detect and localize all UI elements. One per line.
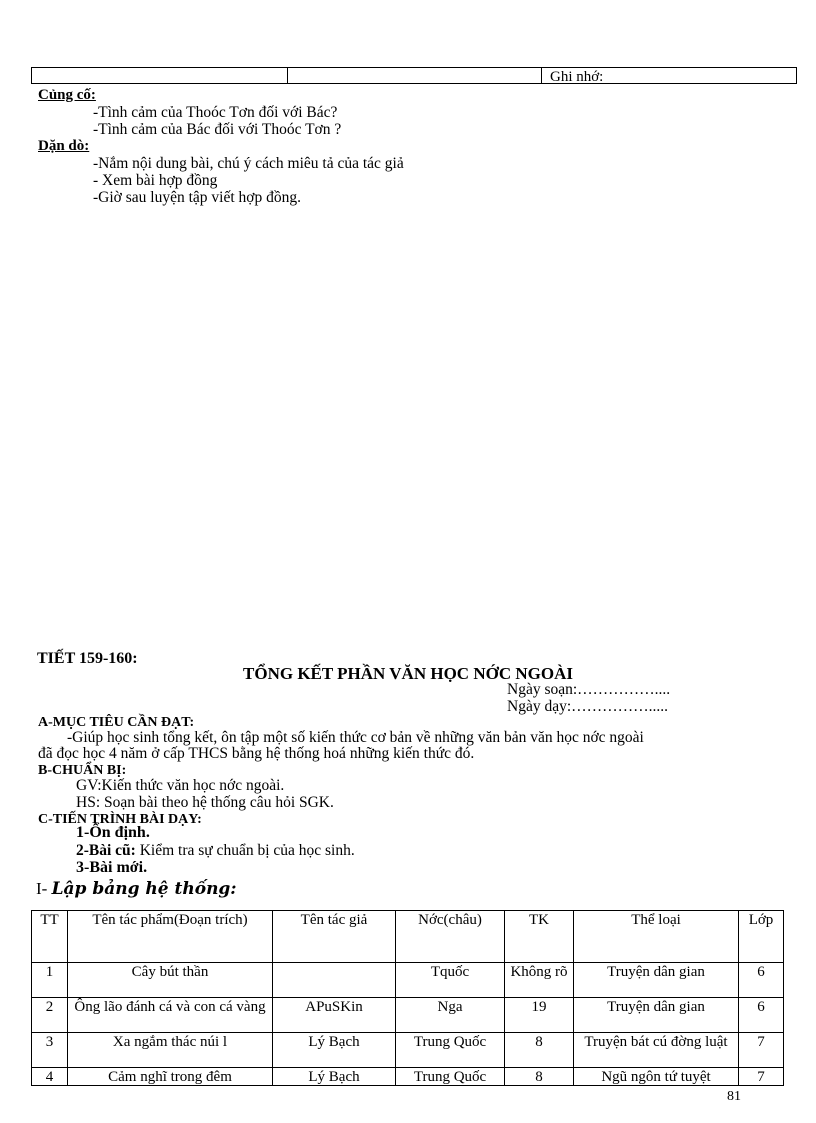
table-cell: Truyện dân gian [574, 998, 739, 1033]
note-label: Ghi nhớ: [550, 69, 604, 85]
date-taught: Ngày dạy:……………..... [507, 698, 669, 715]
lesson-period: TIẾT 159-160: [37, 650, 138, 667]
teacher-prep: GV:Kiến thức văn học nớc ngoài. [76, 777, 285, 794]
header-cell: Lớp [739, 911, 784, 963]
table-cell: 19 [505, 998, 574, 1033]
table-cell: Ngũ ngôn tứ tuyệt [574, 1068, 739, 1086]
top-table-strip [31, 67, 797, 84]
table-cell: 8 [505, 1033, 574, 1068]
part-heading [36, 879, 237, 899]
page-number: 81 [727, 1089, 741, 1104]
top-table-divider [287, 68, 288, 83]
table-cell: 6 [739, 998, 784, 1033]
header-cell: TK [505, 911, 574, 963]
table-cell: APuSKin [273, 998, 396, 1033]
step-stabilize: 1-Ổn định. [76, 824, 150, 841]
header-cell: Tên tác phẩm(Đoạn trích) [68, 911, 273, 963]
step-new-lesson: 3-Bài mới. [76, 859, 148, 876]
homework-heading: Dặn dò: [38, 138, 90, 154]
header-cell: TT [32, 911, 68, 963]
table-cell: Lý Bạch [273, 1068, 396, 1086]
table-cell: 3 [32, 1033, 68, 1068]
table-cell: Lý Bạch [273, 1033, 396, 1068]
table-cell: Trung Quốc [396, 1068, 505, 1086]
homework-line: -Nắm nội dung bài, chú ý cách miêu tả của tác giả [93, 155, 404, 172]
section-a-line: đã đọc học 4 năm ở cấp THCS bằng hệ thống hoá những kiến thức đó. [38, 745, 475, 762]
section-a-line: -Giúp học sinh tổng kết, ôn tập một số kiến thức cơ bản về những văn bản văn học nớc ngoài [67, 729, 644, 746]
table-cell: Truyện bát cú đờng luật [574, 1033, 739, 1068]
table-cell: Cảm nghĩ trong đêm [68, 1068, 273, 1086]
table-row [32, 1033, 784, 1068]
table-row [32, 963, 784, 998]
table-cell: Trung Quốc [396, 1033, 505, 1068]
table-header-row [32, 911, 784, 963]
table-cell [273, 963, 396, 998]
header-cell: Tên tác giả [273, 911, 396, 963]
table-cell: Ông lão đánh cá và con cá vàng [68, 998, 273, 1033]
top-table-divider [541, 68, 542, 83]
table-cell: 4 [32, 1068, 68, 1086]
student-prep: HS: Soạn bài theo hệ thống câu hỏi SGK. [76, 794, 334, 811]
table-cell: 8 [505, 1068, 574, 1086]
homework-line: - Xem bài hợp đồng [93, 172, 218, 189]
consolidation-line: -Tình cảm của Thoóc Tơn đối với Bác? [93, 104, 338, 121]
table-cell: Truyện dân gian [574, 963, 739, 998]
lesson-title: TỔNG KẾT PHẦN VĂN HỌC NỚC NGOÀI [243, 664, 573, 683]
step-old-lesson [76, 842, 355, 859]
header-cell: Nớc(châu) [396, 911, 505, 963]
header-cell: Thể loại [574, 911, 739, 963]
part-title: Lập bảng hệ thống: [51, 879, 237, 899]
table-row [32, 1068, 784, 1086]
step-old-lesson-label: 2-Bài cũ: [76, 842, 136, 859]
homework-line: -Giờ sau luyện tập viết hợp đồng. [93, 189, 301, 206]
section-c-heading: C-TIẾN TRÌNH BÀI DẠY: [38, 812, 202, 827]
summary-table [31, 910, 784, 1086]
consolidation-heading: Củng cố: [38, 87, 96, 103]
table-cell: Xa ngắm thác núi l [68, 1033, 273, 1068]
table-cell: 1 [32, 963, 68, 998]
table-row [32, 998, 784, 1033]
table-cell: Không rõ [505, 963, 574, 998]
table-cell: 7 [739, 1068, 784, 1086]
section-b-heading: B-CHUẨN BỊ: [38, 763, 127, 778]
table-cell: Cây bút thần [68, 963, 273, 998]
table-cell: Tquốc [396, 963, 505, 998]
section-a-heading: A-MỤC TIÊU CẦN ĐẠT: [38, 715, 195, 730]
step-old-lesson-text: Kiểm tra sự chuẩn bị của học sinh. [135, 842, 355, 859]
part-number: I- [36, 879, 48, 898]
date-prepared: Ngày soạn:…………….... [507, 681, 671, 698]
table-cell: 2 [32, 998, 68, 1033]
table-cell: 6 [739, 963, 784, 998]
table-cell: 7 [739, 1033, 784, 1068]
table-cell: Nga [396, 998, 505, 1033]
consolidation-line: -Tình cảm của Bác đối với Thoóc Tơn ? [93, 121, 342, 138]
